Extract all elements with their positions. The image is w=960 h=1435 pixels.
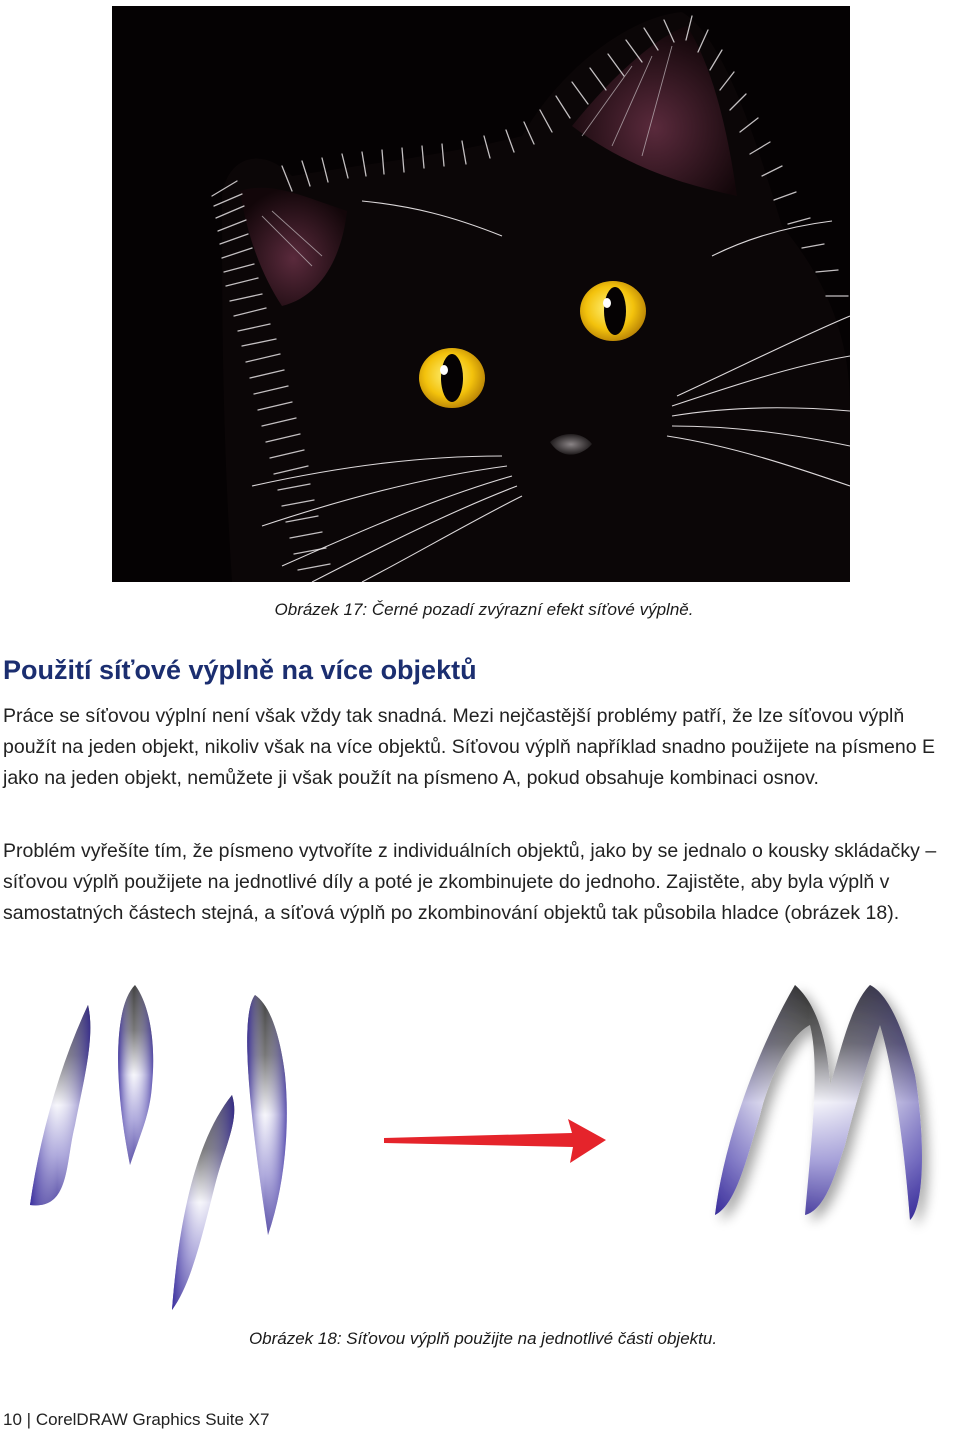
section-heading: Použití síťové výplně na více objektů	[3, 655, 477, 685]
footer-separator: |	[26, 1410, 32, 1429]
figure-18-caption: Obrázek 18: Síťovou výplň použijte na jednotlivé části objektu.	[248, 1329, 718, 1348]
paragraph-2: Problém vyřešíte tím, že písmeno vytvoříte z individuálních objektů, jako by se jednalo o kousky skládačky – síťovou výplň použijete na jednotlivé díly a poté je zkombinujete do jednoho. Zajistěte, aby byla výplň v samostatných částech stejná, a síťová výplň po zkombinování objektů tak působila hladce (obrázek 18).	[3, 840, 937, 924]
cat-illustration	[112, 6, 850, 582]
product-name: CorelDRAW Graphics Suite X7	[35, 1410, 270, 1429]
combined-letter-m	[715, 985, 922, 1220]
figure-17-caption: Obrázek 17: Černé pozadí zvýrazní efekt síťové výplně.	[274, 600, 694, 619]
figure-black-cat	[112, 6, 850, 582]
page-number: 10	[3, 1410, 22, 1429]
mesh-fill-illustration	[0, 965, 960, 1315]
arrow-icon	[384, 1119, 606, 1163]
figure-letter-m	[0, 965, 960, 1315]
page-footer	[3, 1410, 269, 1430]
paragraph-1: Práce se síťovou výplní není však vždy tak snadná. Mezi nejčastější problémy patří, že lze síťovou výplň použít na jeden objekt, nikoliv však na více objektů. Síťovou výplň například snadno použijete na písmeno E jako na jeden objekt, nemůžete ji však použít na písmeno A, pokud obsahuje kombinaci osnov.	[3, 705, 935, 789]
separate-pieces	[30, 985, 287, 1310]
